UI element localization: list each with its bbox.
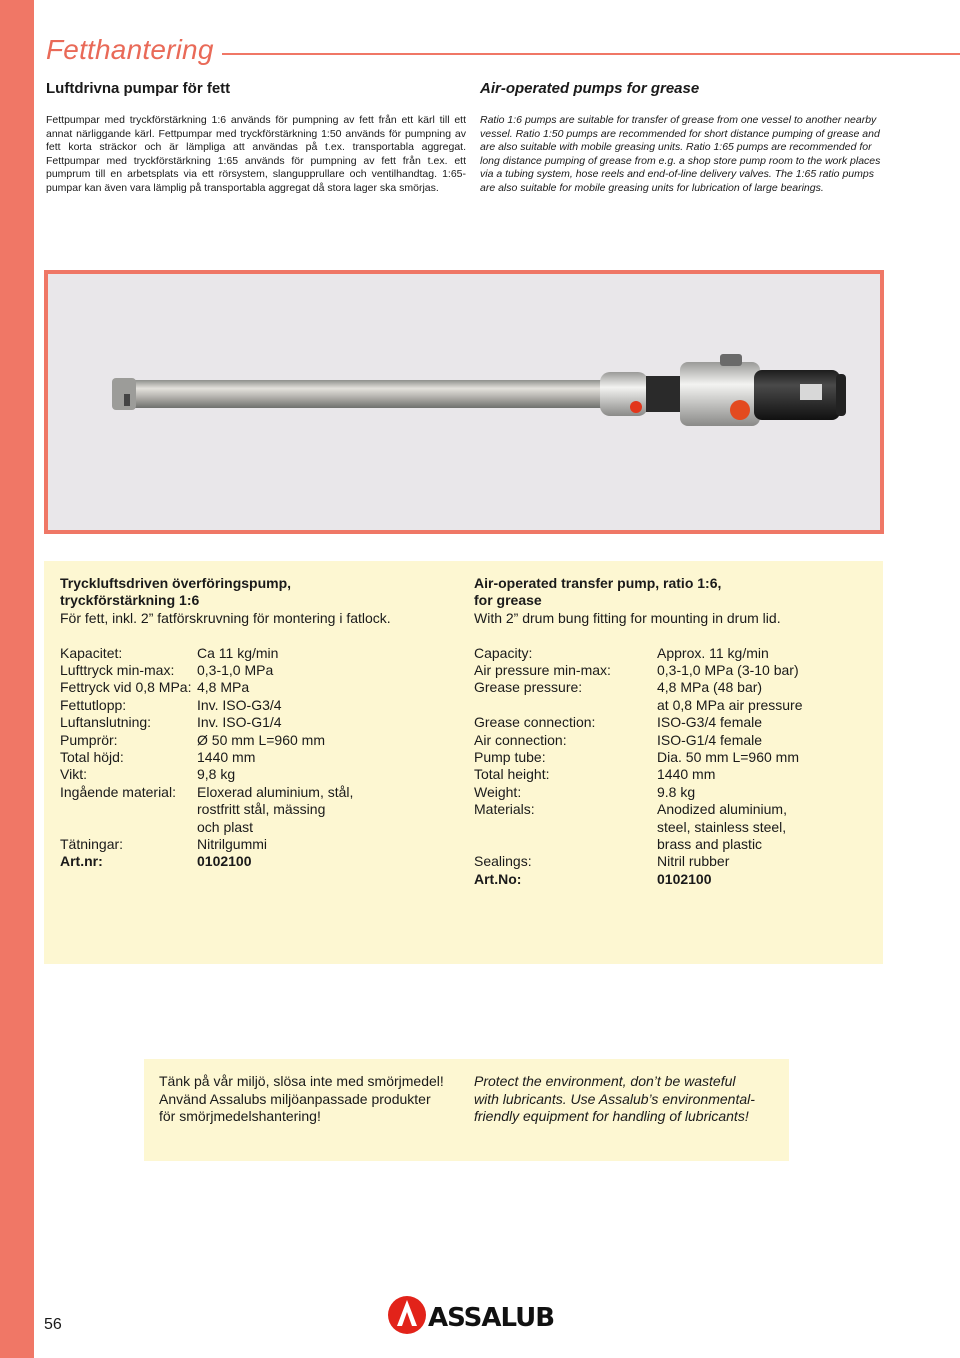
spec-row	[60, 836, 460, 853]
spec-label: Total höjd:	[60, 748, 124, 765]
side-accent-bar	[0, 0, 34, 1358]
spec-label: Lufttryck min-max:	[60, 662, 175, 678]
spec-row	[474, 784, 874, 801]
spec-row	[60, 697, 460, 714]
svg-text:ASSALUB: ASSALUB	[428, 1303, 555, 1333]
spec-row	[474, 679, 874, 696]
spec-value: 0102100	[657, 870, 712, 887]
title-divider	[222, 53, 960, 55]
spec-label: Weight:	[474, 783, 522, 800]
environment-notice	[144, 1059, 789, 1161]
spec-label: Tätningar:	[60, 835, 124, 852]
product-title-sv-line2: tryckförstärkning 1:6	[60, 592, 200, 609]
spec-label: Vikt:	[60, 766, 87, 783]
spec-row	[474, 871, 874, 888]
spec-value: 4,8 MPa (48 bar)	[657, 679, 763, 696]
spec-value: ISO-G3/4 female	[657, 714, 763, 731]
intro-heading-sv: Luftdrivna pumpar för fett	[46, 80, 231, 97]
spec-label: Grease pressure:	[474, 679, 583, 696]
grease-pump-illustration	[48, 274, 880, 530]
spec-label: Pumprör:	[60, 731, 118, 748]
spec-value: ISO-G1/4 female	[657, 731, 763, 748]
spec-value: 0,3-1,0 MPa (3-10 bar)	[657, 662, 799, 678]
spec-label: Fettutlopp:	[60, 696, 127, 713]
page-number: 56	[44, 1316, 62, 1333]
spec-value: 9.8 kg	[657, 783, 696, 800]
spec-row	[474, 819, 874, 836]
spec-label: Art.No:	[474, 870, 522, 887]
spec-value: Nitrilgummi	[197, 835, 267, 852]
spec-label: Total height:	[474, 766, 550, 783]
spec-value: rostfritt stål, mässing	[197, 801, 326, 818]
spec-row	[60, 766, 460, 783]
intro-heading-en: Air-operated pumps for grease	[480, 80, 700, 97]
spec-value: 1440 mm	[197, 748, 256, 765]
spec-value: Approx. 11 kg/min	[657, 644, 769, 661]
spec-row	[60, 645, 460, 662]
product-subtitle-en: With 2” drum bung fitting for mounting in drum lid.	[474, 609, 781, 626]
spec-row	[60, 853, 460, 870]
spec-row	[474, 853, 874, 870]
spec-value: 0,3-1,0 MPa	[197, 662, 274, 678]
assalub-logo	[386, 1290, 556, 1340]
spec-row	[474, 801, 874, 818]
product-photo	[48, 274, 880, 530]
spec-value: och plast	[197, 818, 254, 835]
spec-row	[60, 714, 460, 731]
spec-row	[60, 662, 460, 679]
spec-row	[474, 732, 874, 749]
spec-row	[474, 714, 874, 731]
page-title: Fetthantering	[46, 34, 214, 65]
spec-label: Air connection:	[474, 731, 567, 748]
product-photo-frame	[44, 270, 884, 534]
spec-row	[474, 645, 874, 662]
spec-row	[60, 749, 460, 766]
spec-value: Anodized aluminium,	[657, 801, 787, 818]
spec-label: Materials:	[474, 801, 535, 818]
spec-list-en	[474, 645, 874, 888]
spec-row	[60, 679, 460, 696]
spec-row	[474, 662, 874, 679]
spec-row	[474, 766, 874, 783]
environment-text-en: Protect the environment, don’t be wasteful with lubricants. Use Assalub’s environmental-friendly equipment for handling of lubricants!	[474, 1073, 755, 1124]
specification-panel	[44, 561, 883, 964]
intro-text-sv: Fettpumpar med tryckförstärkning 1:6 används för pumpning av fett från ett kärl till ett annat närliggande kärl. Fettpumpar med tryckförstärkning 1:50 används för pumpning av fett korta sträckor och är lämpliga att användas på t.ex. transportabla aggregat. Fettpumpar med tryckförstärkning 1:65 används för pumpning av fett från t.ex. ett pumprum till en arbetsplats via ett rörsystem, slangupprullare och ventilhandtag. 1:65-pumpar kan även vara lämplig på transportabla aggregat då stora lager ska smörjas.	[46, 114, 466, 194]
environment-text-sv: Tänk på vår miljö, slösa inte med smörjmedel! Använd Assalubs miljöanpassade produkter för smörjmedelshantering!	[159, 1073, 444, 1124]
spec-value: 1440 mm	[657, 766, 716, 783]
spec-value: steel, stainless steel,	[657, 818, 787, 835]
spec-row	[60, 801, 460, 818]
spec-label: Ingående material:	[60, 783, 176, 800]
spec-value: 0102100	[197, 853, 252, 870]
spec-label: Air pressure min-max:	[474, 662, 611, 678]
spec-row	[474, 836, 874, 853]
product-title-sv-line1: Tryckluftsdriven överföringspump,	[60, 575, 292, 591]
spec-value: Nitril rubber	[657, 853, 730, 870]
spec-label: Grease connection:	[474, 714, 596, 731]
spec-label: Sealings:	[474, 853, 532, 870]
intro-text-en: Ratio 1:6 pumps are suitable for transfer of grease from one vessel to another nearby vessel. Ratio 1:50 pumps are recommended for short distance pumping of grease and are also suitable with mobile greasing units. Ratio 1:65 pumps are recommended for long distance pumping of grease from e.g. a shop store pump room to the work places via a tubing system, hose reels and end-of-line delivery valves. The 1:65 ratio pumps are also suitable for mobile greasing units for lubrication of large bearings.	[480, 114, 881, 194]
product-title-en-line2: for grease	[474, 592, 542, 609]
spec-value: Inv. ISO-G1/4	[197, 714, 282, 731]
spec-row	[60, 819, 460, 836]
spec-row	[60, 732, 460, 749]
spec-label: Kapacitet:	[60, 644, 123, 661]
spec-value: Ø 50 mm L=960 mm	[197, 731, 325, 748]
spec-label: Fettryck vid 0,8 MPa:	[60, 679, 192, 696]
spec-value: brass and plastic	[657, 835, 763, 852]
product-subtitle-sv: För fett, inkl. 2” fatförskruvning för montering i fatlock.	[60, 609, 391, 626]
spec-row	[60, 784, 460, 801]
spec-row	[474, 749, 874, 766]
spec-label: Pump tube:	[474, 748, 546, 765]
spec-value: 9,8 kg	[197, 766, 236, 783]
spec-value: Ca 11 kg/min	[197, 644, 279, 661]
spec-value: Eloxerad aluminium, stål,	[197, 783, 354, 800]
spec-label: Capacity:	[474, 644, 533, 661]
spec-value: 4,8 MPa	[197, 679, 250, 696]
product-title-en-line1: Air-operated transfer pump, ratio 1:6,	[474, 575, 722, 591]
spec-row	[474, 697, 874, 714]
spec-list-sv	[60, 645, 460, 871]
spec-column-en	[474, 575, 874, 888]
spec-label: Art.nr:	[60, 853, 103, 870]
spec-value: Inv. ISO-G3/4	[197, 696, 282, 713]
spec-column-sv	[60, 575, 460, 871]
spec-value: at 0,8 MPa air pressure	[657, 696, 803, 713]
spec-label: Luftanslutning:	[60, 714, 152, 731]
spec-value: Dia. 50 mm L=960 mm	[657, 748, 799, 765]
